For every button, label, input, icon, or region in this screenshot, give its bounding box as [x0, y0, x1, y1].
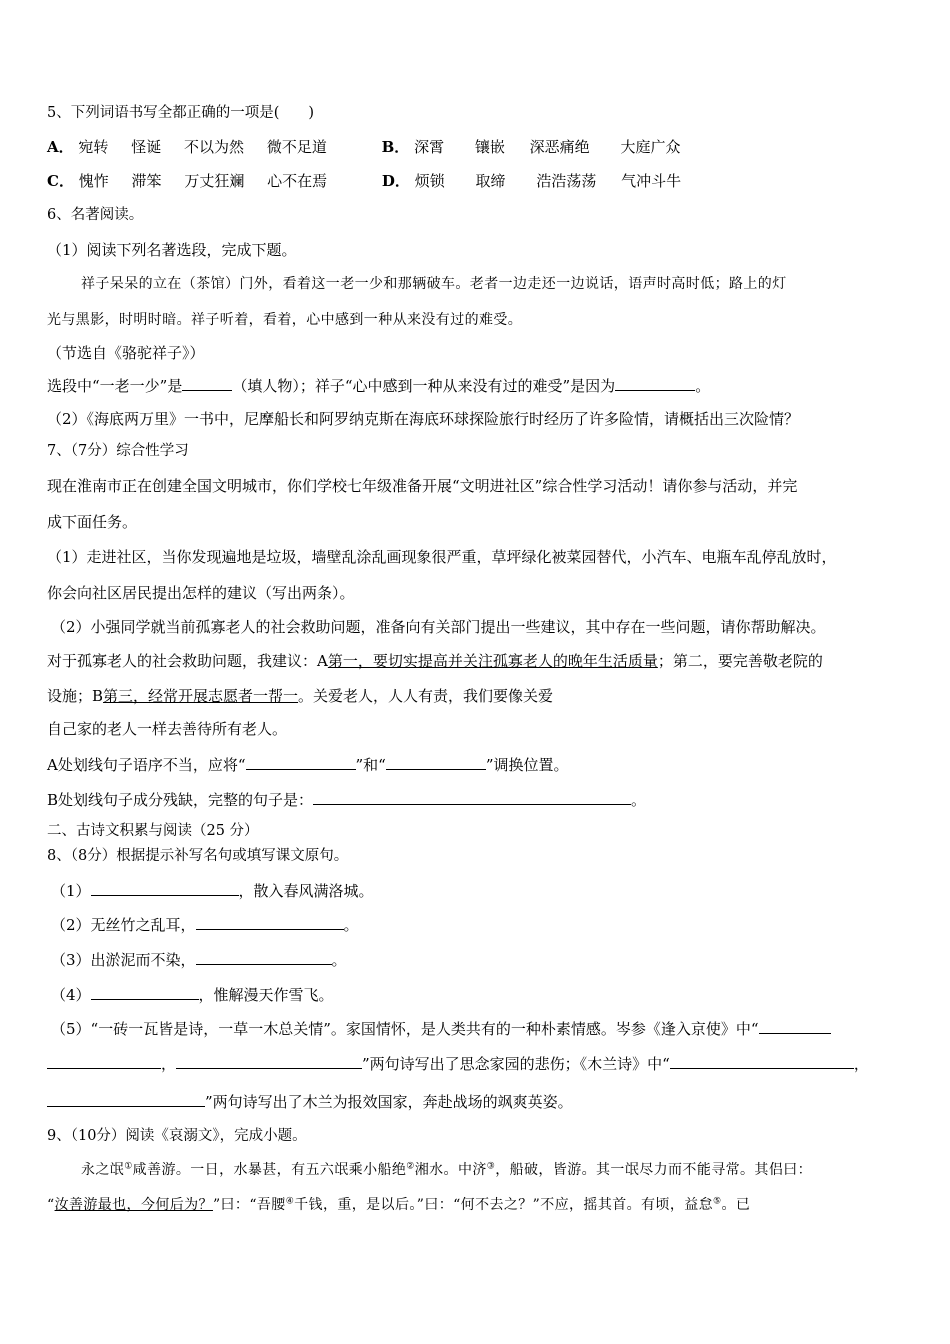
q6-title: 6、名著阅读。 — [47, 207, 144, 223]
q8-blank-4[interactable] — [91, 984, 199, 1000]
q8-line-4 — [51, 984, 334, 1005]
q7-underlined-sentence-b: 第三，经常开展志愿者一帮一 — [103, 687, 299, 705]
q9-p1-a: 永之氓 — [81, 1162, 125, 1178]
q7-s2-line-2-b: ；第二，要完善敬老院的 — [657, 652, 823, 670]
q6-ask-part-3: 。 — [695, 377, 711, 395]
q5-c-word-1: 愧怍 — [78, 172, 109, 190]
q8-line-2-end: 。 — [343, 916, 359, 934]
q5-b-word-4: 大庭广众 — [620, 138, 681, 156]
q6-ask-part-2: （填人物）；祥子“心中感到一种从来没有过的难受”是因为 — [232, 377, 616, 395]
q5-c-word-3: 万丈狂斓 — [184, 172, 245, 190]
q7-s1-line-2: 你会向社区居民提出怎样的建议（写出两条）。 — [47, 584, 355, 602]
q9-p2-d: 。已 — [721, 1197, 751, 1213]
q6-blank-reason[interactable] — [615, 375, 695, 391]
q5-d-word-1: 烦锁 — [414, 172, 445, 190]
q6-ask-part-1: 选段中“一老一少”是 — [47, 377, 183, 395]
q8-line-6-comma-2: ， — [853, 1055, 869, 1073]
q8-line-1-num: （1） — [51, 882, 91, 900]
q8-line-2 — [51, 914, 359, 935]
q9-p1-d: ，船破，皆游。其一氓尽力而不能寻常。其侣曰： — [495, 1162, 813, 1178]
q6-blank-person[interactable] — [182, 375, 232, 391]
q8-blank-5b[interactable] — [47, 1053, 161, 1069]
q8-line-1 — [51, 880, 374, 901]
q5-stem — [47, 103, 314, 123]
q9-title: 9、（10分）阅读《哀溺文》，完成小题。 — [47, 1128, 307, 1144]
q6-ask — [47, 375, 710, 396]
q8-line-3-text: （3）出淤泥而不染， — [51, 951, 196, 969]
q9-note-2: ② — [406, 1161, 415, 1172]
q8-line-1-text: ，散入春风满洛城。 — [238, 882, 374, 900]
q5-stem-text: 5、下列词语书写全都正确的一项是( ) — [47, 105, 315, 121]
q8-line-7-text: ”两句诗写出了木兰为报效国家，奔赴战场的飒爽英姿。 — [205, 1093, 573, 1111]
q6-passage-line-1: 祥子呆呆的立在（茶馆）门外，看着这一老一少和那辆破车。老者一边走还一边说话，语声时高时低；路上的灯 — [81, 276, 787, 292]
q9-note-3: ③ — [486, 1161, 496, 1172]
q7-intro-line-2: 成下面任务。 — [47, 513, 138, 531]
section-2-title: 二、古诗文积累与阅读（25 分） — [47, 823, 259, 839]
q7-blank-a-2[interactable] — [386, 754, 486, 770]
q9-note-4: ④ — [285, 1196, 295, 1207]
q5-options-row-2 — [47, 171, 681, 191]
q8-blank-2[interactable] — [196, 914, 344, 930]
q7-b-line-part-1: B处划线句子成分残缺，完整的句子是： — [47, 791, 314, 809]
q7-s2-line-3-a: 设施；B — [47, 687, 104, 705]
q5-d-word-4: 气冲斗牛 — [621, 172, 682, 190]
q8-line-6 — [47, 1053, 869, 1074]
q6-sub2: （2）《海底两万里》一书中，尼摩船长和阿罗纳克斯在海底环球探险旅行时经历了许多险情，请概括出三次险情？ — [47, 410, 800, 428]
q7-blank-b[interactable] — [313, 789, 631, 805]
q8-line-4-text: ，惟解漫天作雪飞。 — [198, 986, 334, 1004]
q5-c-word-2: 滞笨 — [131, 172, 162, 190]
q8-blank-5e[interactable] — [47, 1091, 205, 1107]
q8-blank-5c[interactable] — [176, 1053, 362, 1069]
q5-b-word-1: 深霄 — [414, 138, 445, 156]
q5-c-word-4: 心不在焉 — [267, 172, 328, 190]
q9-passage-line-1 — [81, 1160, 812, 1180]
q9-note-1: ① — [124, 1161, 133, 1172]
q5-b-word-2: 镶嵌 — [474, 138, 505, 156]
q8-blank-1[interactable] — [91, 880, 239, 896]
q8-line-6-text: ”两句诗写出了思念家园的悲伤；《木兰诗》中“ — [362, 1055, 670, 1073]
q8-line-5 — [51, 1018, 831, 1039]
q5-d-word-3: 浩浩荡荡 — [536, 172, 597, 190]
q8-blank-3[interactable] — [196, 949, 332, 965]
q7-a-line-part-1: A处划线句子语序不当，应将“ — [47, 756, 246, 774]
q9-p2-b: ”曰：“吾腰 — [212, 1197, 286, 1213]
q7-b-line — [47, 789, 646, 810]
q8-line-3-end: 。 — [331, 951, 347, 969]
q9-p2-c: 千钱，重，是以后。”曰：“何不去之？”不应，摇其首。有顷，益怠 — [294, 1197, 714, 1213]
q7-s2-line-2 — [47, 651, 823, 671]
q7-a-line-part-3: ”调换位置。 — [485, 756, 569, 774]
q9-p1-c: 湘水。中济 — [414, 1162, 487, 1178]
q7-a-line-part-2: ”和“ — [355, 756, 386, 774]
q7-b-line-part-2: 。 — [631, 791, 647, 809]
q8-line-6-comma: ， — [161, 1055, 177, 1073]
q5-option-d-letter: D． — [381, 172, 410, 190]
q6-source: （节选自《骆驼祥子》） — [47, 344, 205, 362]
q5-option-a-letter: A． — [47, 138, 74, 156]
q8-line-4-num: （4） — [51, 986, 91, 1004]
q7-a-line — [47, 754, 569, 775]
q5-b-word-3: 深恶痛绝 — [529, 138, 590, 156]
q6-passage-line-2: 光与黑影，时明时暗。祥子听着，看着，心中感到一种从来没有过的难受。 — [47, 312, 523, 328]
q7-intro-line-1: 现在淮南市正在创建全国文明城市，你们学校七年级准备开展“文明进社区”综合性学习活动！请你参与活动，并完 — [47, 477, 798, 495]
q6-sub1: （1）阅读下列名著选段，完成下题。 — [47, 241, 297, 259]
q9-p2-a: “ — [47, 1197, 55, 1213]
q5-d-word-2: 取缔 — [475, 172, 506, 190]
q7-s2-line-3-b: 。关爱老人，人人有责，我们要像关爱 — [298, 687, 554, 705]
q5-a-word-2: 怪诞 — [131, 138, 162, 156]
q7-s2-line-1: （2）小强同学就当前孤寡老人的社会救助问题，准备向有关部门提出一些建议，其中存在一些问题，请你帮助解决。 — [51, 618, 826, 636]
q8-line-7 — [47, 1091, 573, 1112]
q8-line-3 — [51, 949, 347, 970]
q8-line-5-text: （5）“一砖一瓦皆是诗，一草一木总关情”。家国情怀，是人类共有的一种朴素情感。岑参《逢入京使》中“ — [51, 1020, 759, 1038]
q9-p1-b: 咸善游。一日，水暴甚，有五六氓乘小船绝 — [132, 1162, 407, 1178]
q8-line-2-text: （2）无丝竹之乱耳， — [51, 916, 196, 934]
q7-s2-line-2-a: 对于孤寡老人的社会救助问题，我建议：A — [47, 652, 328, 670]
q9-note-5: ⑤ — [713, 1196, 722, 1207]
q7-s2-line-4: 自己家的老人一样去善待所有老人。 — [47, 720, 288, 738]
q5-a-word-3: 不以为然 — [184, 138, 245, 156]
q8-blank-5d[interactable] — [670, 1053, 854, 1069]
q7-title: 7、（7分）综合性学习 — [47, 443, 189, 459]
q5-a-word-1: 宛转 — [78, 138, 109, 156]
q9-passage-line-2 — [47, 1195, 750, 1215]
q7-blank-a-1[interactable] — [246, 754, 356, 770]
q5-option-b-letter: B． — [381, 138, 410, 156]
q5-options-row-1 — [47, 137, 680, 157]
q7-s1-line-1: （1）走进社区，当你发现遍地是垃圾，墙壁乱涂乱画现象很严重，草坪绿化被菜园替代，小汽车、电瓶车乱停乱放时， — [47, 548, 837, 566]
q7-s2-line-3 — [47, 686, 553, 706]
q8-title: 8、（8分）根据提示补写名句或填写课文原句。 — [47, 848, 349, 864]
q5-a-word-4: 微不足道 — [266, 138, 327, 156]
q8-blank-5a[interactable] — [759, 1018, 831, 1034]
q7-underlined-sentence-a: 第一，要切实提高并关注孤寡老人的晚年生活质量 — [327, 652, 658, 670]
q9-underlined-sentence: 汝善游最也，今何后为？ — [54, 1197, 213, 1213]
q5-option-c-letter: C． — [47, 172, 74, 190]
